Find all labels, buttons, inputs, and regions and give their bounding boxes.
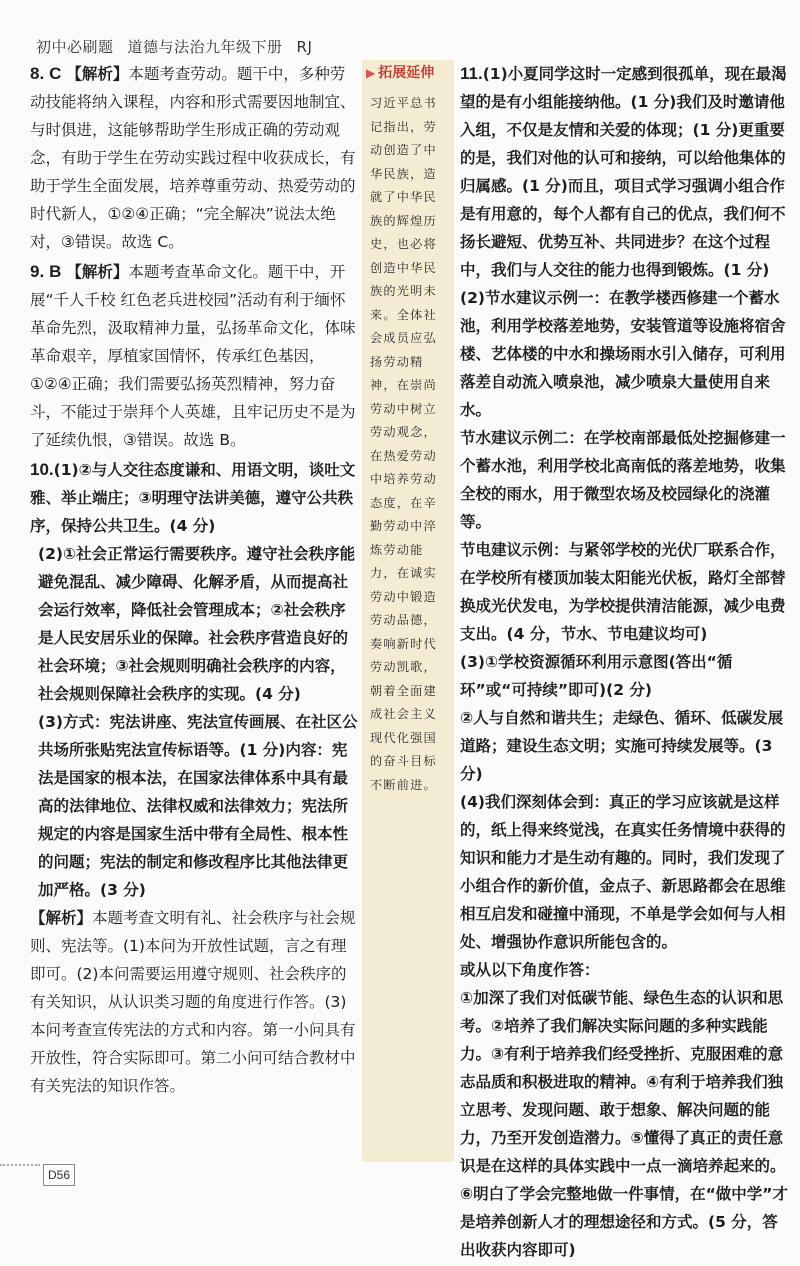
edition-label: RJ [296,38,313,56]
left-column [30,60,360,1102]
question-9: 9. B 【解析】本题考查革命文化。题干中，开展“千人千校 红色老兵进校园”活动有利于缅怀革命先烈，汲取精神力量，弘扬革命文化，体味革命艰辛，厚植家国情怀，传承红色基因，①②④正确；我们需要弘扬英烈精神，努力奋斗，不能过于崇拜个人英雄，且牢记历史不是为了延续仇恨，③错误。故选 B。 [30,262,356,449]
right-column [460,60,790,1266]
extension-sidebar [362,60,454,1162]
q11-part1: (1)小夏同学这时一定感到很孤单，现在最渴望的是有小组能接纳他。(1 分)我们及时邀请他入组，不仅是友情和关爱的体现；(1 分)更重要的是，我们对他的认可和接纳，可以给他集体的归属感。(1 分)而且，项目式学习强调小组合作是有用意的，每个人都有自己的优点，我们何不扬长避短、优势互补、共同进步？在这个过程中，我们与人交往的能力也得到锻炼。(1 分) [460,65,787,279]
q10-part2: (2)①社会正常运行需要秩序。遵守社会秩序能避免混乱、减少障碍、化解矛盾，从而提高社会运行效率，降低社会管理成本；②社会秩序是人民安居乐业的保障。社会秩序营造良好的社会环境；③社会规则明确社会秩序的内容，社会规则保障社会秩序的实现。(4 分) [38,545,356,703]
q10-part1: (1)②与人交往态度谦和、用语文明，谈吐文雅、举止端庄；③明理守法讲美德，遵守公共秩序，保持公共卫生。(4 分) [30,461,356,535]
q11-part9: ①加深了我们对低碳节能、绿色生态的认识和思考。②培养了我们解决实际问题的多种实践能力。③有利于培养我们经受挫折、克服困难的意志品质和积极进取的精神。④有利于培养我们独立思考、发现问题、敢于想象、解决问题的能力，乃至开发创造潜力。⑤懂得了真正的责任意识是在这样的具体实践中一点一滴培养起来的。⑥明白了学会完整地做一件事情，在“做中学”才是培养创新人才的理想途径和方式。(5 分，答出收获内容即可) [460,989,788,1259]
q10-part3: (3)方式：宪法讲座、宪法宣传画展、在社区公共场所张贴宪法宣传标语等。(1 分)内容：宪法是国家的根本法，在国家法律体系中具有最高的法律地位、法律权威和法律效力；宪法所规定的内容是国家生活中带有全局性、根本性的问题；宪法的制定和修改程序比其他法律更加严格。(3 分) [38,713,358,899]
q11-part6: ②人与自然和谐共生；走绿色、循环、低碳发展道路；建设生态文明；实施可持续发展等。(3 分) [460,709,784,783]
q11-part4: 节电建议示例：与紧邻学校的光伏厂联系合作，在学校所有楼顶加装太阳能光伏板，路灯全部替换成光伏发电，为学校提供清洁能源，减少电费支出。(4 分，节水、节电建议均可) [460,541,786,643]
question-8: 8. C 【解析】本题考查劳动。题干中，多种劳动技能将纳入课程，内容和形式需要因地制宜、与时俱进，这能够帮助学生形成正确的劳动观念，有助于学生在劳动实践过程中收获成长，有助于学生全面发展，培养尊重劳动、热爱劳动的时代新人，①②④正确；“完全解决”说法太绝对，③错误。故选 C。 [30,64,356,251]
q11-part3: 节水建议示例二：在学校南部最低处挖掘修建一个蓄水池，利用学校北高南低的落差地势，收集全校的雨水，用于微型农场及校园绿化的浇灌等。 [460,429,786,531]
q10-explanation: 本题考查文明有礼、社会秩序与社会规则、宪法等。(1)本问为开放性试题，言之有理即可。(2)本问需要运用遵守规则、社会秩序的有关知识，从认识类习题的角度进行作答。(3)本问考查宣传宪法的方式和内容。第一小问具有开放性，符合实际即可。第二小问可结合教材中有关宪法的知识作答。 [30,909,356,1095]
question-11: 11.(1)小夏同学这时一定感到很孤单，现在最渴望的是有小组能接纳他。(1 分)我们及时邀请他入组，不仅是友情和关爱的体现；(1 分)更重要的是，我们对他的认可和接纳，可以给他集体的归属感。(1 分)而且，项目式学习强调小组合作是有用意的，每个人都有自己的优点，我们何不扬长避短、优势互补、共同进步？在这个过程中，我们与人交往的能力也得到锻炼。(1 分) (2)节水建议示例一：在教学楼西修建一个蓄水池，利用学校落差地势，安装管道等设施将宿舍楼、艺体楼的中水和操场雨水引入储存，可利用落差自动流入喷泉池，减少喷泉大量使用自来水。 节水建议示例二：在学校南部最低处挖掘修建一个蓄水池，利用学校北高南低的落差地势，收集全校的雨水，用于微型农场及校园绿化的浇灌等。 节电建议示例：与紧邻学校的光伏厂联系合作，在学校所有楼顶加装太阳能光伏板，路灯全部替换成光伏发电，为学校提供清洁能源，减少电费支出。(4 分，节水、节电建议均可) (3)①学校资源循环利用示意图(答出“循环”或“可持续”即可)(2 分) ②人与自然和谐共生；走绿色、循环、低碳发展道路；建设生态文明；实施可持续发展等。(3 分) (4)我们深刻体会到：真正的学习应该就是这样的，纸上得来终觉浅，在真实任务情境中获得的知识和能力才是生动有趣的。同时，我们发现了小组合作的新价值，金点子、新思路都会在思维相互启发和碰撞中涌现，不单是学会如何与人相处、增强协作意识所能包含的。 或从以下角度作答： ①加深了我们对低碳节能、绿色生态的认识和思考。②培养了我们解决实际问题的多种实践能力。③有利于培养我们经受挫折、克服困难的意志品质和积极进取的精神。④有利于培养我们独立思考、发现问题、敢于想象、解决问题的能力，乃至开发创造潜力。⑤懂得了真正的责任意识是在这样的具体实践中一点一滴培养起来的。⑥明白了学会完整地做一件事情，在“做中学”才是培养创新人才的理想途径和方式。(5 分，答出收获内容即可) [460,60,790,1264]
page-header [36,36,312,57]
page-number: D56 [43,1164,75,1186]
sidebar-text: 习近平总书记指出，劳动创造了中华民族，造就了中华民族的辉煌历史，也必将创造中华民族的光明未来。全体社会成员应弘扬劳动精神，在崇尚劳动中树立劳动观念，在热爱劳动中培养劳动态度，在辛勤劳动中淬炼劳动能力，在诚实劳动中锻造劳动品德，奏响新时代劳动凯歌，朝着全面建成社会主义现代化强国的奋斗目标不断前进。 [370,96,437,792]
footer-dots [0,1164,40,1166]
question-10: 10.(1)②与人交往态度谦和、用语文明，谈吐文雅、举止端庄；③明理守法讲美德，遵守公共秩序，保持公共卫生。(4 分) (2)①社会正常运行需要秩序。遵守社会秩序能避免混乱、减少障碍、化解矛盾，从而提高社会运行效率，降低社会管理成本；②社会秩序是人民安居乐业的保障。社会秩序营造良好的社会环境；③社会规则明确社会秩序的内容，社会规则保障社会秩序的实现。(4 分) (3)方式：宪法讲座、宪法宣传画展、在社区公共场所张贴宪法宣传标语等。(1 分)内容：宪法是国家的根本法，在国家法律体系中具有最高的法律地位、法律权威和法律效力；宪法所规定的内容是国家生活中带有全局性、根本性的问题；宪法的制定和修改程序比其他法律更加严格。(3 分) 【解析】本题考查文明有礼、社会秩序与社会规则、宪法等。(1)本问为开放性试题，言之有理即可。(2)本问需要运用遵守规则、社会秩序的有关知识，从认识类习题的角度进行作答。(3)本问考查宣传宪法的方式和内容。第一小问具有开放性，符合实际即可。第二小问可结合教材中有关宪法的知识作答。 [30,456,360,1100]
q11-part2: (2)节水建议示例一：在教学楼西修建一个蓄水池，利用学校落差地势，安装管道等设施将宿舍楼、艺体楼的中水和操场雨水引入储存，可利用落差自动流入喷泉池，减少喷泉大量使用自来水。 [460,289,786,419]
q11-part7: (4)我们深刻体会到：真正的学习应该就是这样的，纸上得来终觉浅，在真实任务情境中获得的知识和能力才是生动有趣的。同时，我们发现了小组合作的新价值，金点子、新思路都会在思维相互启发和碰撞中涌现，不单是学会如何与人相处、增强协作意识所能包含的。 [460,793,786,951]
book-title: 道德与法治九年级下册 [127,38,283,56]
q8-explanation: 本题考查劳动。题干中，多种劳动技能将纳入课程，内容和形式需要因地制宜、与时俱进，这能够帮助学生形成正确的劳动观念，有助于学生在劳动实践过程中收获成长，有助于学生全面发展，培养尊重劳动、热爱劳动的时代新人，①②④正确；“完全解决”说法太绝对，③错误。故选 C。 [30,65,356,251]
q9-explanation: 本题考查革命文化。题干中，开展“千人千校 红色老兵进校园”活动有利于缅怀革命先烈，汲取精神力量，弘扬革命文化，体味革命艰辛，厚植家国情怀，传承红色基因，①②④正确；我们需要弘扬英烈精神，努力奋斗，不能过于崇拜个人英雄，且牢记历史不是为了延续仇恨，③错误。故选 B。 [30,263,356,449]
q11-part5: (3)①学校资源循环利用示意图(答出“循环”或“可持续”即可)(2 分) [460,653,733,699]
series-title: 初中必刷题 [36,38,114,56]
q11-part8: 或从以下角度作答： [460,961,600,979]
arrow-icon: ▶ [366,66,376,80]
sidebar-title: ▶ 拓展延伸 [366,65,435,81]
